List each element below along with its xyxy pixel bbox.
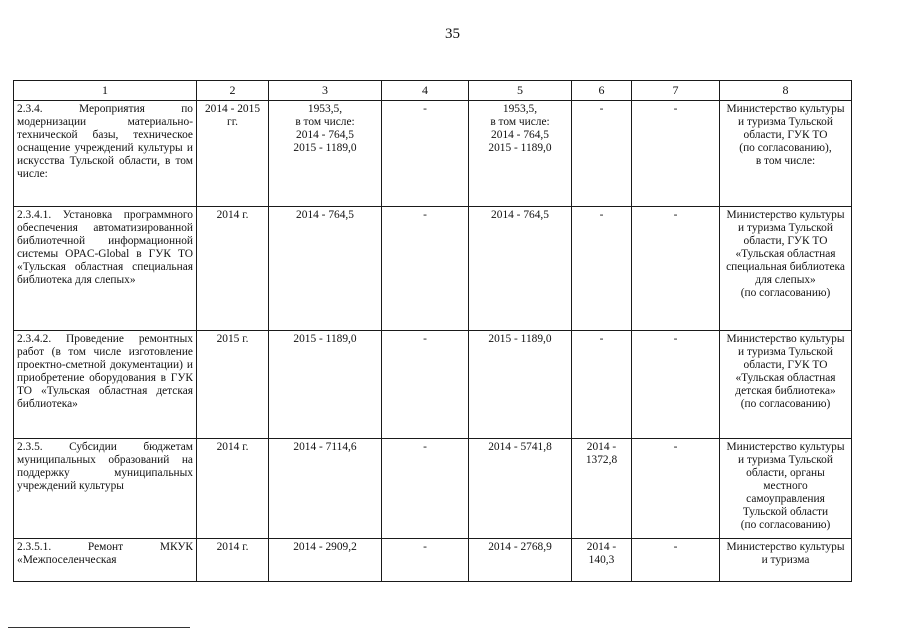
activity-cell: 2.3.5.1. Ремонт МКУК «Межпоселенческая <box>14 539 197 582</box>
period-cell: 2014 г. <box>197 539 269 582</box>
header-row <box>14 81 852 101</box>
federal-cell: - <box>382 539 469 582</box>
period-cell: 2015 г. <box>197 331 269 439</box>
total-cell: 2014 - 2909,2 <box>269 539 382 582</box>
table-row <box>14 207 852 331</box>
other-cell: - <box>632 539 720 582</box>
page-number: 35 <box>445 26 460 42</box>
column-header-5: 5 <box>469 81 572 101</box>
table-row <box>14 331 852 439</box>
column-header-6: 6 <box>572 81 632 101</box>
municipal-cell: 2014 - 140,3 <box>572 539 632 582</box>
activity-cell: 2.3.4.1. Установка программного обеспечения автоматизированной библиотечной информационной системы OPAC-Global в ГУК ТО «Тульская областная специальная библиотека для слепых» <box>14 207 197 331</box>
table-row <box>14 101 852 207</box>
column-header-2: 2 <box>197 81 269 101</box>
regional-cell: 2015 - 1189,0 <box>469 331 572 439</box>
regional-cell: 1953,5, в том числе: 2014 - 764,5 2015 - 1189,0 <box>469 101 572 207</box>
regional-cell: 2014 - 2768,9 <box>469 539 572 582</box>
period-cell: 2014 г. <box>197 439 269 539</box>
period-cell: 2014 г. <box>197 207 269 331</box>
executor-cell: Министерство культуры и туризма Тульской области, ГУК ТО «Тульская областная детская библиотека» (по согласованию) <box>720 331 852 439</box>
column-header-7: 7 <box>632 81 720 101</box>
activity-cell: 2.3.5. Субсидии бюджетам муниципальных образований на поддержку муниципальных учреждений культуры <box>14 439 197 539</box>
total-cell: 2014 - 764,5 <box>269 207 382 331</box>
other-cell: - <box>632 101 720 207</box>
program-table <box>13 80 852 582</box>
federal-cell: - <box>382 439 469 539</box>
executor-cell: Министерство культуры и туризма Тульской области, органы местного самоуправления Тульской области (по согласованию) <box>720 439 852 539</box>
total-cell: 2014 - 7114,6 <box>269 439 382 539</box>
footnote-separator <box>8 627 190 628</box>
table-row <box>14 539 852 582</box>
federal-cell: - <box>382 331 469 439</box>
column-header-4: 4 <box>382 81 469 101</box>
table-row <box>14 439 852 539</box>
executor-cell: Министерство культуры и туризма <box>720 539 852 582</box>
municipal-cell: 2014 - 1372,8 <box>572 439 632 539</box>
activity-cell: 2.3.4.2. Проведение ремонтных работ (в том числе изготовление проектно-сметной документации) и приобретение оборудования в ГУК ТО «Тульская областная детская библиотека» <box>14 331 197 439</box>
other-cell: - <box>632 439 720 539</box>
regional-cell: 2014 - 5741,8 <box>469 439 572 539</box>
column-header-8: 8 <box>720 81 852 101</box>
municipal-cell: - <box>572 207 632 331</box>
executor-cell: Министерство культуры и туризма Тульской области, ГУК ТО (по согласованию), в том числе: <box>720 101 852 207</box>
period-cell: 2014 - 2015 гг. <box>197 101 269 207</box>
executor-cell: Министерство культуры и туризма Тульской области, ГУК ТО «Тульская областная специальная библиотека для слепых» (по согласованию) <box>720 207 852 331</box>
total-cell: 2015 - 1189,0 <box>269 331 382 439</box>
federal-cell: - <box>382 207 469 331</box>
other-cell: - <box>632 207 720 331</box>
total-cell: 1953,5, в том числе: 2014 - 764,5 2015 - 1189,0 <box>269 101 382 207</box>
column-header-3: 3 <box>269 81 382 101</box>
activity-cell: 2.3.4. Мероприятия по модернизации материально-технической базы, техническое оснащение учреждений культуры и искусства Тульской области, в том числе: <box>14 101 197 207</box>
municipal-cell: - <box>572 101 632 207</box>
municipal-cell: - <box>572 331 632 439</box>
other-cell: - <box>632 331 720 439</box>
regional-cell: 2014 - 764,5 <box>469 207 572 331</box>
column-header-1: 1 <box>14 81 197 101</box>
federal-cell: - <box>382 101 469 207</box>
